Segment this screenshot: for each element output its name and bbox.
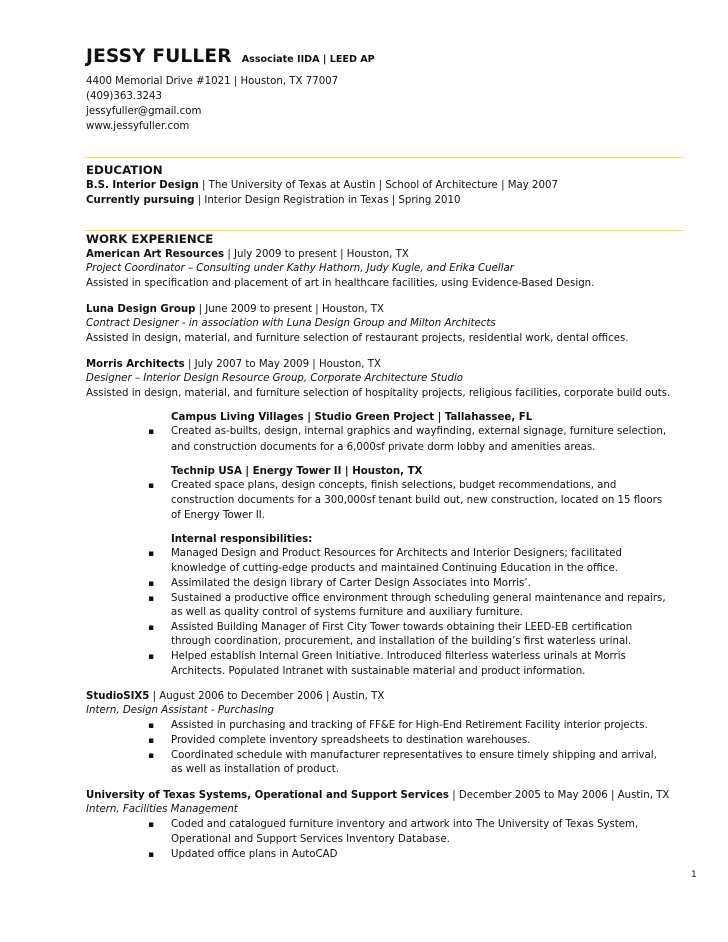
project-title: Technip USA | Energy Tower II | Houston, TX: [171, 466, 423, 477]
job-dates-location: | July 2007 to May 2009 | Houston, TX: [184, 359, 381, 370]
job-studio-header: [86, 690, 384, 704]
degree-details: | The University of Texas at Austin | School of Architecture | May 2007: [198, 180, 558, 191]
credentials: Associate IIDA | LEED AP: [241, 54, 375, 65]
bullet-text: construction documents for a 300,000sf tenant build out, new construction, located on 15 floors: [171, 495, 663, 506]
job-aar-header: [86, 248, 409, 262]
phone: (409)363.3243: [86, 91, 163, 102]
bullet-text: through coordination, procurement, and installation of the building’s first waterless urinal.: [171, 636, 632, 647]
education-degree: [86, 179, 558, 193]
company-name: StudioSIX5: [86, 691, 150, 702]
job-description: Assisted in design, material, and furniture selection of restaurant projects, residential work, dental offices.: [86, 333, 629, 344]
bullet-icon: ▪: [148, 623, 155, 633]
education-heading: EDUCATION: [86, 163, 163, 177]
job-morris-header: [86, 358, 381, 372]
job-dates-location: | August 2006 to December 2006 | Austin, TX: [149, 691, 385, 702]
company-name: Morris Architects: [86, 359, 185, 370]
section-divider: [84, 230, 684, 231]
job-ut-header: [86, 789, 669, 803]
bullet-icon: ▪: [148, 721, 155, 731]
bullet-icon: ▪: [148, 481, 155, 491]
company-name: American Art Resources: [86, 249, 225, 260]
job-description: Assisted in specification and placement of art in healthcare facilities, using Evidence-Based Design.: [86, 278, 595, 289]
job-luna-header: [86, 303, 384, 317]
job-role: Intern, Facilities Management: [86, 804, 238, 815]
bullet-icon: ▪: [148, 549, 155, 559]
bullet-icon: ▪: [148, 850, 155, 860]
job-role: Intern, Design Assistant - Purchasing: [86, 705, 274, 716]
bullet-text: Created as-builts, design, internal graphics and wayfinding, external signage, furniture selection,: [171, 426, 667, 437]
bullet-text: knowledge of cutting-edge products and maintained Continuing Education in the office.: [171, 563, 618, 574]
bullet-icon: ▪: [148, 427, 155, 437]
bullet-text: Sustained a productive office environment through scheduling general maintenance and repairs,: [171, 593, 666, 604]
company-name: Luna Design Group: [86, 304, 196, 315]
bullet-icon: ▪: [148, 594, 155, 604]
job-dates-location: | December 2005 to May 2006 | Austin, TX: [448, 790, 670, 801]
bullet-text: of Energy Tower II.: [171, 510, 265, 521]
bullet-text: Created space plans, design concepts, finish selections, budget recommendations, and: [171, 480, 617, 491]
job-role: Project Coordinator – Consulting under Kathy Hathorn, Judy Kugle, and Erika Cuellar: [86, 263, 514, 274]
bullet-icon: ▪: [148, 579, 155, 589]
header-name-block: [86, 46, 375, 67]
bullet-icon: ▪: [148, 820, 155, 830]
bullet-text: Provided complete inventory spreadsheets to destination warehouses.: [171, 735, 531, 746]
job-description: Assisted in design, material, and furniture selection of hospitality projects, religious facilities, corporate build outs.: [86, 388, 671, 399]
company-name: University of Texas Systems, Operational and Support Services: [86, 790, 449, 801]
bullet-icon: ▪: [148, 736, 155, 746]
bullet-text: Architects. Populated Intranet with sustainable material and product information.: [171, 666, 586, 677]
section-divider: [84, 157, 684, 158]
bullet-text: Helped establish Internal Green Initiative. Introduced filterless waterless urinals at Morris: [171, 651, 626, 662]
bullet-text: Assisted Building Manager of First City Tower towards obtaining their LEED-EB certification: [171, 622, 633, 633]
page-number: 1: [691, 870, 697, 880]
job-dates-location: | June 2009 to present | Houston, TX: [195, 304, 384, 315]
job-dates-location: | July 2009 to present | Houston, TX: [224, 249, 409, 260]
work-heading: WORK EXPERIENCE: [86, 232, 214, 246]
job-role: Designer – Interior Design Resource Group, Corporate Architecture Studio: [86, 373, 464, 384]
website[interactable]: www.jessyfuller.com: [86, 121, 190, 132]
degree-label: B.S. Interior Design: [86, 180, 199, 191]
bullet-icon: ▪: [148, 751, 155, 761]
bullet-text: Assimilated the design library of Carter Design Associates into Morris’.: [171, 578, 531, 589]
bullet-text: Managed Design and Product Resources for Architects and Interior Designers; facilitated: [171, 548, 622, 559]
education-pursuing: [86, 194, 460, 208]
address: 4400 Memorial Drive #1021 | Houston, TX 77007: [86, 76, 339, 87]
bullet-icon: ▪: [148, 652, 155, 662]
bullet-text: Coded and catalogued furniture inventory and artwork into The University of Texas System,: [171, 819, 639, 830]
job-role: Contract Designer - in association with Luna Design Group and Milton Architects: [86, 318, 496, 329]
bullet-text: Operational and Support Services Inventory Database.: [171, 834, 450, 845]
bullet-text: and construction documents for a 6,000sf private dorm lobby and amenities areas.: [171, 442, 596, 453]
person-name: JESSY FULLER: [86, 46, 232, 67]
bullet-text: as well as installation of product.: [171, 764, 340, 775]
bullet-text: as well as quality control of systems furniture and auxiliary furniture.: [171, 607, 523, 618]
project-title: Internal responsibilities:: [171, 534, 313, 545]
project-title: Campus Living Villages | Studio Green Project | Tallahassee, FL: [171, 412, 533, 423]
bullet-text: Coordinated schedule with manufacturer representatives to ensure timely shipping and arrival,: [171, 750, 657, 761]
bullet-text: Updated office plans in AutoCAD: [171, 849, 338, 860]
pursuing-label: Currently pursuing: [86, 195, 195, 206]
pursuing-details: | Interior Design Registration in Texas | Spring 2010: [194, 195, 461, 206]
bullet-text: Assisted in purchasing and tracking of FF&E for High-End Retirement Facility interior projects.: [171, 720, 648, 731]
email[interactable]: jessyfuller@gmail.com: [86, 106, 202, 117]
